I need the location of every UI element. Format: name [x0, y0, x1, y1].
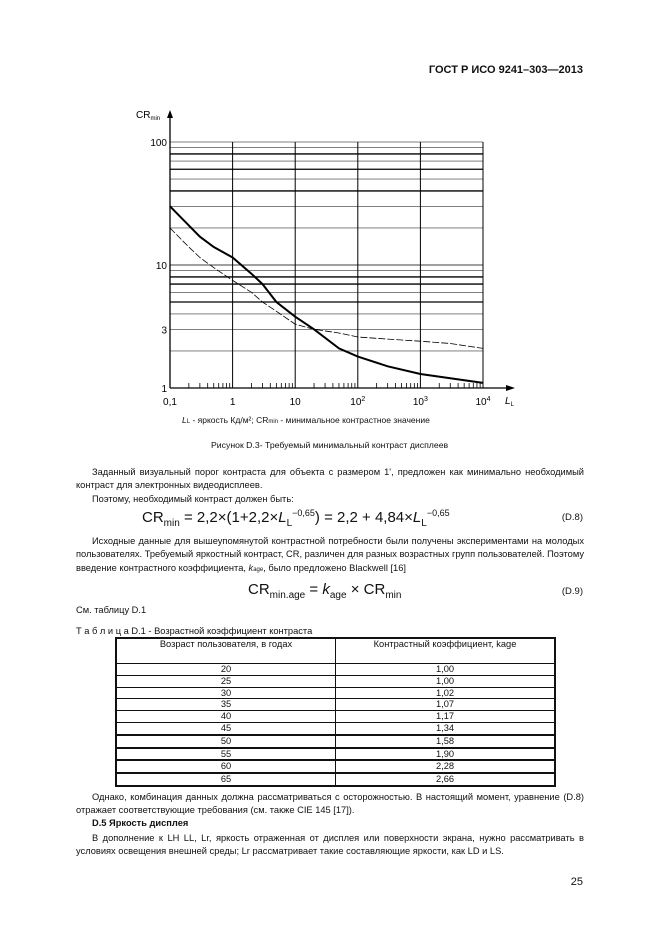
section-heading: D.5 Яркость дисплея	[92, 818, 189, 828]
age-cell: 45	[116, 722, 336, 734]
legend-text-sub: min	[268, 419, 279, 425]
contrast-chart	[0, 0, 661, 440]
table-row	[116, 675, 555, 687]
eq8-exp: −0,65	[292, 508, 315, 518]
eq8-var: L	[278, 509, 287, 526]
figure-legend	[182, 415, 430, 425]
x-tick-label: $10^3$	[412, 396, 428, 408]
table-row	[116, 748, 555, 761]
eq9-times: × CR	[346, 581, 386, 598]
paragraph-5: В дополнение к LH LL, Lr, яркость отраженная от дисплея или поверхности экрана, нужно рассматривать в условиях освещения внешней среды; Lr рассматривает такие составляющие яркости, как LD и LS.	[76, 833, 584, 857]
age-cell: 20	[116, 664, 336, 676]
coefficient-cell: 2,28	[336, 760, 556, 773]
coefficient-cell: 1,00	[336, 664, 556, 676]
table-row	[116, 722, 555, 734]
table-row	[116, 664, 555, 676]
table-row	[116, 711, 555, 723]
legend-text: - яркость Кд/м²; CR	[190, 415, 269, 425]
age-cell: 25	[116, 675, 336, 687]
eq8-var2-sub: L	[421, 518, 427, 529]
y-axis-label: $CR_{min}$	[136, 110, 161, 122]
document-header: ГОСТ Р ИСО 9241–303—2013	[428, 64, 583, 76]
eq8-lhs-sub: min	[163, 518, 180, 529]
eq8-lhs: CR	[142, 509, 164, 526]
col-header-age: Возраст пользователя, в годах	[116, 638, 336, 664]
equation-d9-number: (D.9)	[561, 586, 583, 597]
table-row	[116, 760, 555, 773]
x-axis-label: $L_L$	[505, 396, 514, 408]
age-cell: 55	[116, 748, 336, 761]
age-cell: 65	[116, 773, 336, 786]
x-tick-label: $10^2$	[350, 396, 366, 408]
coefficient-cell: 1,17	[336, 711, 556, 723]
y-axis-arrow	[167, 110, 173, 118]
table-row	[116, 699, 555, 711]
eq8-var2: L	[412, 509, 422, 526]
coefficient-cell: 1,00	[336, 675, 556, 687]
coefficient-cell: 1,02	[336, 687, 556, 699]
eq9-k: k	[322, 581, 330, 598]
age-contrast-table	[115, 637, 556, 787]
paragraph-1: Заданный визуальный порог контраста для объекта с размером 1', предложен как минимально необходимый контраст для электронных видеодисплеев.	[76, 467, 584, 491]
y-tick-label: 1	[161, 384, 167, 395]
page-number: 25	[570, 876, 583, 888]
table-row	[116, 773, 555, 786]
x-tick-label: 1	[229, 397, 236, 408]
legend-text2: - минимальное контрастное значение	[278, 415, 430, 425]
x-tick-label: $10^4$	[475, 396, 491, 408]
age-cell: 30	[116, 687, 336, 699]
equation-d8	[142, 508, 450, 529]
p3-k: k	[248, 562, 254, 573]
table-row	[116, 687, 555, 699]
x-tick-label: 0,1	[163, 397, 177, 408]
paragraph-2: Поэтому, необходимый контраст должен быть:	[92, 494, 294, 504]
table-row	[116, 735, 555, 748]
age-cell: 60	[116, 760, 336, 773]
coefficient-cell: 1,58	[336, 735, 556, 748]
coefficient-cell: 1,07	[336, 699, 556, 711]
y-tick-label: 100	[150, 138, 167, 149]
p3-k-sub: age	[253, 566, 264, 573]
x-axis-arrow	[506, 385, 515, 391]
coefficient-cell: 1,90	[336, 748, 556, 761]
see-table: См. таблицу D.1	[76, 605, 147, 615]
equation-d9	[248, 581, 401, 601]
equation-d8-number: (D.8)	[561, 512, 583, 523]
p3-text2: , было предложено Blackwell [16]	[263, 562, 406, 573]
eq9-rhs-sub: min	[385, 590, 402, 601]
series-solid	[170, 206, 483, 383]
legend-var-sub: L	[186, 419, 191, 425]
eq9-k-sub: age	[329, 590, 347, 601]
age-cell: 35	[116, 699, 336, 711]
age-cell: 50	[116, 735, 336, 748]
coefficient-cell: 2,66	[336, 773, 556, 786]
y-tick-label: 10	[155, 261, 167, 272]
table-title: Т а б л и ц а D.1 - Возрастной коэффициент контраста	[76, 626, 313, 636]
eq9-lhs: CR	[248, 581, 270, 598]
y-tick-label: 3	[161, 325, 167, 337]
eq9-eq: =	[305, 581, 323, 598]
legend-var: L	[182, 415, 187, 425]
paragraph-4: Однако, комбинация данных должна рассматриваться с осторожностью. В настоящий момент, уравнение (D.8) отражает соответствующие требования (см. также CIE 145 [17]).	[76, 792, 584, 816]
eq8-var-sub: L	[286, 518, 293, 529]
p3-text: Исходные данные для вышеупомянутой контрастной потребности были получены экспериментами на молодых пользователях. Требуемый яркостный контраст, CR, различен для разных возрастных групп пользователей. Поэтому введение контрастного коэффициента,	[76, 536, 584, 573]
col-header-coefficient: Контрастный коэффициент, kage	[336, 638, 556, 664]
eq8-exp2: −0,65	[426, 508, 450, 518]
x-tick-label: 10	[289, 397, 301, 408]
series-dashed	[170, 228, 483, 348]
eq8-mid: = 2,2×(1+2,2×	[179, 509, 279, 526]
eq8-rhs: ) = 2,2 + 4,84×	[314, 509, 413, 526]
age-cell: 40	[116, 711, 336, 723]
coefficient-cell: 1,34	[336, 722, 556, 734]
paragraph-3	[76, 535, 584, 577]
figure-title: Рисунок D.3- Требуемый минимальный контраст дисплеев	[211, 440, 449, 450]
eq9-lhs-sub: min.age	[269, 590, 306, 601]
